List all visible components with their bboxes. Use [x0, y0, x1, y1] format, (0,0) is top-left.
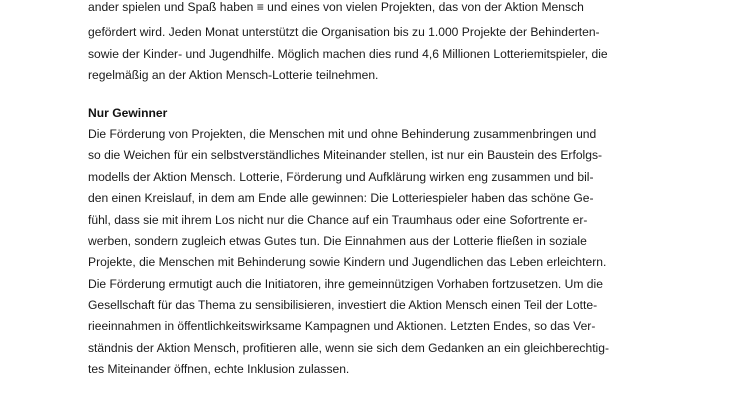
- body-line-4: den einen Kreislauf, in dem am Ende alle gewinnen: Die Lotteriespieler haben das schöne Ge-: [88, 191, 594, 206]
- body-line-1: Die Förderung von Projekten, die Menschen mit und ohne Behinderung zusammenbringen und: [88, 126, 597, 141]
- body-line-3: modells der Aktion Mensch. Lotterie, Förderung und Aufklärung wirken eng zusammen und bil-: [88, 169, 594, 184]
- section-nur-gewinner: [88, 103, 718, 381]
- body-line-12: tes Miteinander öffnen, echte Inklusion zulassen.: [88, 362, 350, 377]
- document-page: [88, 0, 718, 381]
- body-line-2: so die Weichen für ein selbstverständliches Miteinander stellen, ist nur ein Baustein des Erfolgs-: [88, 148, 603, 163]
- intro-paragraph: [88, 0, 718, 87]
- body-line-8: Die Förderung ermutigt auch die Initiatoren, ihre gemeinnützigen Vorhaben fortzusetzen. Um die: [88, 276, 603, 291]
- intro-line-2: gefördert wird. Jeden Monat unterstützt die Organisation bis zu 1.000 Projekte der Behinderten-: [88, 25, 600, 40]
- body-line-11: ständnis der Aktion Mensch, profitieren alle, wenn sie sich dem Gedanken an ein gleichberechtig-: [88, 340, 609, 355]
- intro-line-3: sowie der Kinder- und Jugendhilfe. Möglich machen dies rund 4,6 Millionen Lotteriemitspieler, die: [88, 46, 608, 61]
- body-line-9: Gesellschaft für das Thema zu sensibilisieren, investiert die Aktion Mensch einen Teil der Lotte-: [88, 298, 598, 313]
- body-line-6: werben, sondern zugleich etwas Gutes tun. Die Einnahmen aus der Lotterie fließen in soziale: [88, 233, 587, 248]
- body-line-7: Projekte, die Menschen mit Behinderung sowie Kindern und Jugendlichen das Leben erleichtern.: [88, 255, 607, 270]
- section-heading: Nur Gewinner: [88, 105, 168, 120]
- body-line-10: rieeinnahmen in öffentlichkeitswirksame Kampagnen und Aktionen. Letzten Endes, so das Ver-: [88, 319, 596, 334]
- intro-line-1: ander spielen und Spaß haben ≡ und eines von vielen Projekten, das von der Aktion Mensch: [88, 0, 584, 14]
- intro-line-4: regelmäßig an der Aktion Mensch-Lotterie teilnehmen.: [88, 68, 379, 83]
- body-line-5: fühl, dass sie mit ihrem Los nicht nur die Chance auf ein Traumhaus oder eine Sofortrente er-: [88, 212, 588, 227]
